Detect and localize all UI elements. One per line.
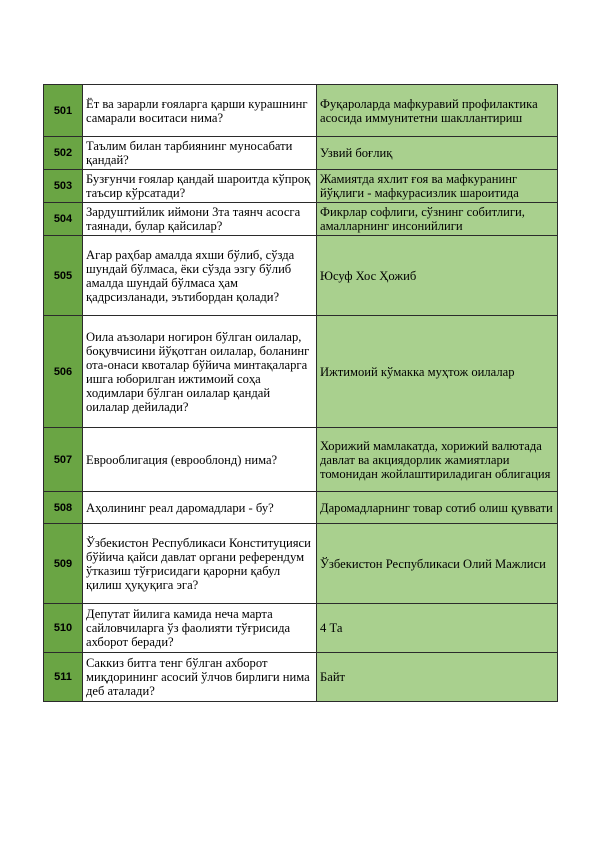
answer-cell: Хорижий мамлакатда, хорижий валютада давлат ва акциядорлик жамиятлари томонидан жойлаштириладиган облигация (317, 428, 558, 492)
question-cell: Зардуштийлик иймони 3та таянч асосга таянади, булар қайсилар? (83, 203, 317, 236)
question-cell: Ёт ва зарарли ғояларга қарши курашнинг самарали воситаси нима? (83, 85, 317, 137)
answer-cell: Юсуф Хос Ҳожиб (317, 236, 558, 316)
row-number: 502 (44, 137, 83, 170)
row-number: 511 (44, 653, 83, 702)
answer-cell: Жамиятда яхлит ғоя ва мафкуранинг йўқлиги - мафкурасизлик шароитида (317, 170, 558, 203)
row-number: 504 (44, 203, 83, 236)
table-row (44, 428, 558, 492)
answer-cell: Ўзбекистон Республикаси Олий Мажлиси (317, 524, 558, 604)
table-row (44, 653, 558, 702)
answer-cell: Фикрлар софлиги, сўзнинг собитлиги, амалларнинг инсонийлиги (317, 203, 558, 236)
answer-cell: Узвий боғлиқ (317, 137, 558, 170)
table-row (44, 170, 558, 203)
row-number: 508 (44, 492, 83, 524)
table-row (44, 316, 558, 428)
table-row (44, 524, 558, 604)
question-cell: Аҳолининг реал даромадлари - бу? (83, 492, 317, 524)
table-row (44, 137, 558, 170)
question-cell: Ўзбекистон Республикаси Конституцияси бўйича қайси давлат органи референдум ўтказиш тўғрисидаги қарорни қабул қилиш ҳуқуқига эга? (83, 524, 317, 604)
row-number: 501 (44, 85, 83, 137)
question-cell: Бузғунчи ғоялар қандай шароитда кўпроқ таъсир кўрсатади? (83, 170, 317, 203)
answer-cell: Даромадларнинг товар сотиб олиш қуввати (317, 492, 558, 524)
question-cell: Саккиз битга тенг бўлган ахборот миқдорининг асосий ўлчов бирлиги нима деб аталади? (83, 653, 317, 702)
row-number: 505 (44, 236, 83, 316)
question-cell: Агар раҳбар амалда яхши бўлиб, сўзда шундай бўлмаса, ёки сўзда эзгу бўлиб амалда шундай бўлмаса ҳам қадрсизланади, эътибордан қолади? (83, 236, 317, 316)
question-cell: Оила аъзолари ногирон бўлган оилалар, боқувчисини йўқотган оилалар, боланинг ота-онаси квоталар бўйича минтақаларга ишга юборилган ижтимоий соҳа ходимлари бўлган оилалар қандай оилалар дейилади? (83, 316, 317, 428)
answer-cell: 4 Та (317, 604, 558, 653)
question-cell: Еврооблигация (еврооблонд) нима? (83, 428, 317, 492)
table-row (44, 203, 558, 236)
qa-table (43, 84, 558, 702)
question-cell: Таълим билан тарбиянинг муносабати қандай? (83, 137, 317, 170)
answer-cell: Фуқароларда мафкуравий профилактика асосида иммунитетни шакллантириш (317, 85, 558, 137)
answer-cell: Байт (317, 653, 558, 702)
question-cell: Депутат йилига камида неча марта сайловчиларга ўз фаолияти тўғрисида ахборот беради? (83, 604, 317, 653)
row-number: 503 (44, 170, 83, 203)
row-number: 510 (44, 604, 83, 653)
row-number: 509 (44, 524, 83, 604)
table-row (44, 85, 558, 137)
table-row (44, 492, 558, 524)
row-number: 507 (44, 428, 83, 492)
table-row (44, 236, 558, 316)
answer-cell: Ижтимоий кўмакка муҳтож оилалар (317, 316, 558, 428)
row-number: 506 (44, 316, 83, 428)
table-row (44, 604, 558, 653)
